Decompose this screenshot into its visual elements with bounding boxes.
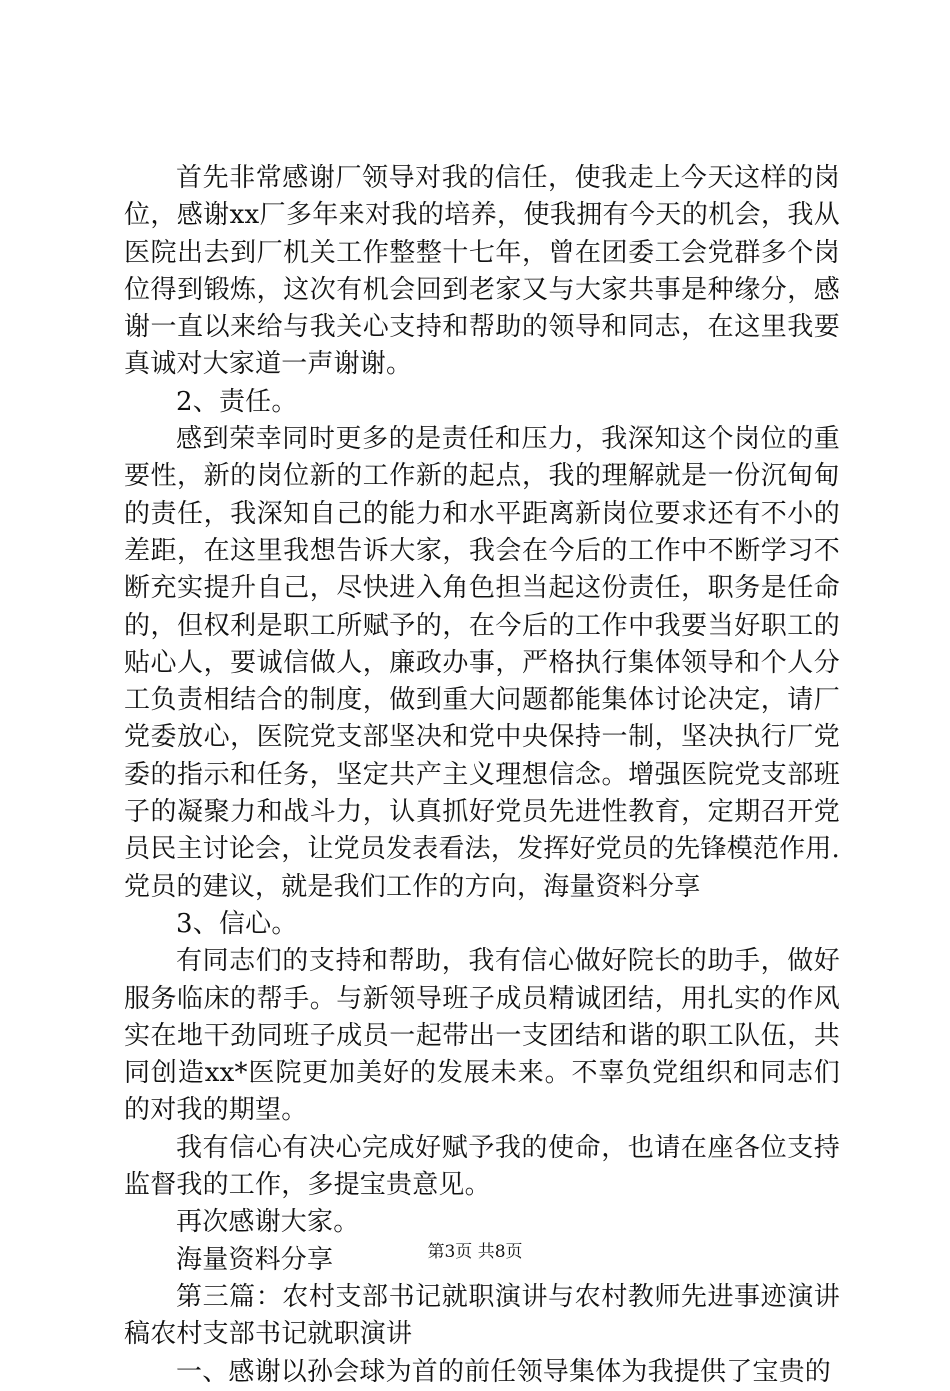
document-body [124, 160, 840, 1391]
paragraph-thanks-again: 再次感谢大家。 [176, 1207, 360, 1238]
paragraph-mission: 我有信心有决心完成好赋予我的使命，也请在座各位支持监督我的工作，多提宝贵意见。 [124, 1132, 840, 1201]
paragraph-chapter-three-title: 第三篇：农村支部书记就职演讲与农村教师先进事迹演讲稿农村支部书记就职演讲 [124, 1281, 840, 1350]
paragraph-gratitude: 首先非常感谢厂领导对我的信任，使我走上今天这样的岗位，感谢xx厂多年来对我的培养，使我拥有今天的机会，我从医院出去到厂机关工作整整十七年，曾在团委工会党群多个岗位得到锻炼，这次有机会回到老家又与大家共事是种缘分，感谢一直以来给与我关心支持和帮助的领导和同志，在这里我要真诚对大家道一声谢谢。 [124, 163, 840, 380]
heading-responsibility: 2、责任。 [176, 386, 298, 417]
paragraph-responsibility: 感到荣幸同时更多的是责任和压力，我深知这个岗位的重要性，新的岗位新的工作新的起点，我的理解就是一份沉甸甸的责任，我深知自己的能力和水平距离新岗位要求还有不小的差距，在这里我想告诉大家，我会在今后的工作中不断学习不断充实提升自己，尽快进入角色担当起这份责任，职务是任命的，但权利是职工所赋予的，在今后的工作中我要当好职工的贴心人，要诚信做人，廉政办事，严格执行集体领导和个人分工负责相结合的制度，做到重大问题都能集体讨论决定，请厂党委放心，医院党支部坚决和党中央保持一制，坚决执行厂党委的指示和任务，坚定共产主义理想信念。增强医院党支部班子的凝聚力和战斗力，认真抓好党员先进性教育，定期召开党员民主讨论会，让党员发表看法，发挥好党员的先锋模范作用.党员的建议，就是我们工作的方向，海量资料分享 [124, 424, 840, 902]
paragraph-share-note: 海量资料分享 [176, 1244, 334, 1275]
paragraph-confidence: 有同志们的支持和帮助，我有信心做好院长的助手，做好服务临床的帮手。与新领导班子成员精诚团结，用扎实的作风实在地干劲同班子成员一起带出一支团结和谐的职工队伍，共同创造xx*医院更加美好的发展未来。不辜负党组织和同志们的对我的期望。 [124, 946, 840, 1126]
paragraph-chapter-three-start: 一、感谢以孙会球为首的前任领导集体为我提供了宝贵的 [176, 1356, 832, 1387]
page-number-footer: 第3页 共8页 [427, 1242, 523, 1262]
heading-confidence: 3、信心。 [176, 908, 298, 939]
